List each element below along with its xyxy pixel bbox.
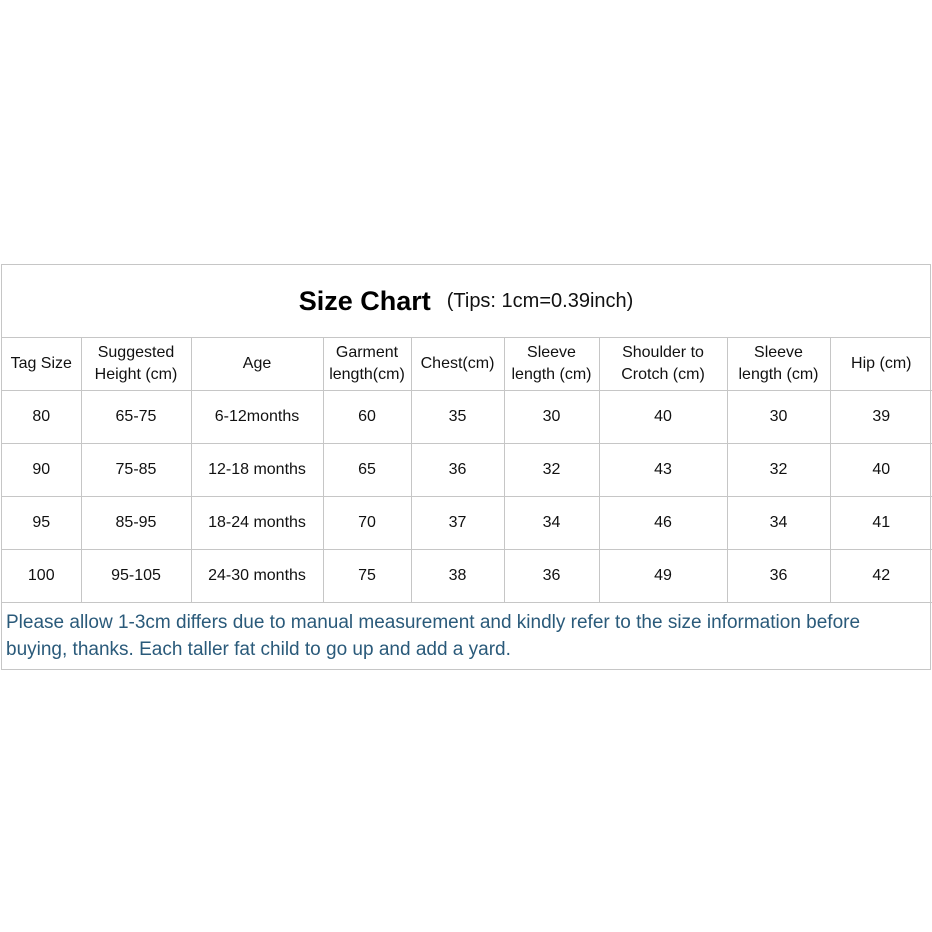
- header-cell: Age: [191, 338, 323, 391]
- table-cell: 36: [727, 550, 830, 603]
- table-cell: 80: [2, 391, 81, 444]
- table-cell: 43: [599, 444, 727, 497]
- table-row: [2, 444, 932, 497]
- table-cell: 30: [727, 391, 830, 444]
- table-cell: 49: [599, 550, 727, 603]
- table-row: [2, 550, 932, 603]
- header-cell: Suggested Height (cm): [81, 338, 191, 391]
- table-cell: 65: [323, 444, 411, 497]
- size-chart: [1, 264, 931, 670]
- header-cell: Sleeve length (cm): [727, 338, 830, 391]
- table-row: [2, 391, 932, 444]
- table-cell: 40: [830, 444, 932, 497]
- table-row: [2, 497, 932, 550]
- table-cell: 35: [411, 391, 504, 444]
- header-cell: Sleeve length (cm): [504, 338, 599, 391]
- table-cell: 90: [2, 444, 81, 497]
- table-cell: 30: [504, 391, 599, 444]
- table-cell: 70: [323, 497, 411, 550]
- header-cell: Chest(cm): [411, 338, 504, 391]
- chart-title: Size Chart: [298, 285, 431, 316]
- table-cell: 41: [830, 497, 932, 550]
- table-cell: 100: [2, 550, 81, 603]
- table-cell: 60: [323, 391, 411, 444]
- table-cell: 85-95: [81, 497, 191, 550]
- table-cell: 65-75: [81, 391, 191, 444]
- header-cell: Shoulder to Crotch (cm): [599, 338, 727, 391]
- header-row: [2, 338, 932, 391]
- table-cell: 46: [599, 497, 727, 550]
- table-cell: 40: [599, 391, 727, 444]
- table-cell: 39: [830, 391, 932, 444]
- table-cell: 95: [2, 497, 81, 550]
- table-cell: 12-18 months: [191, 444, 323, 497]
- header-cell: Garment length(cm): [323, 338, 411, 391]
- chart-title-row: [2, 265, 930, 338]
- table-cell: 37: [411, 497, 504, 550]
- chart-tips: (Tips: 1cm=0.39inch): [446, 289, 634, 312]
- table-cell: 6-12months: [191, 391, 323, 444]
- table-cell: 36: [504, 550, 599, 603]
- table-cell: 36: [411, 444, 504, 497]
- table-cell: 32: [504, 444, 599, 497]
- table-cell: 24-30 months: [191, 550, 323, 603]
- table-cell: 75: [323, 550, 411, 603]
- table-cell: 34: [504, 497, 599, 550]
- size-table: [2, 338, 932, 603]
- header-cell: Tag Size: [2, 338, 81, 391]
- header-cell: Hip (cm): [830, 338, 932, 391]
- table-cell: 18-24 months: [191, 497, 323, 550]
- table-cell: 42: [830, 550, 932, 603]
- table-cell: 75-85: [81, 444, 191, 497]
- table-cell: 95-105: [81, 550, 191, 603]
- table-cell: 34: [727, 497, 830, 550]
- measurement-note: Please allow 1-3cm differs due to manual measurement and kindly refer to the size information before buying, thanks. Each taller fat child to go up and add a yard.: [6, 612, 861, 660]
- table-cell: 32: [727, 444, 830, 497]
- table-cell: 38: [411, 550, 504, 603]
